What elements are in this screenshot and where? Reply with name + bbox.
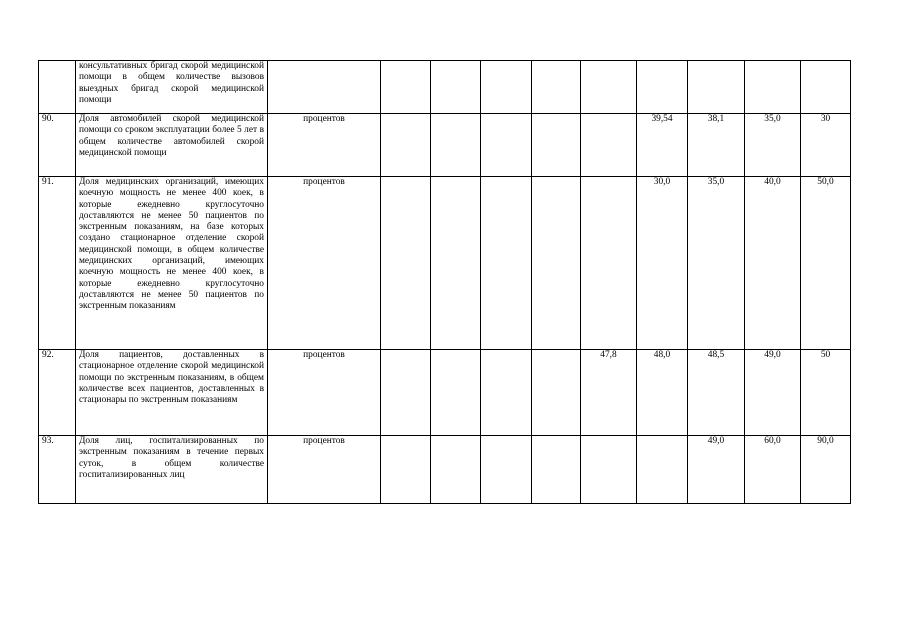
value-cell — [532, 177, 581, 350]
value-cell — [431, 436, 481, 504]
value-cell — [581, 436, 637, 504]
indicator-description: Доля пациентов, доставленных в стационарное отделение скорой медицинской помощи по экстренным показаниям, в общем количестве всех пациентов, доставленных в стационары по экстренным показаниям — [76, 350, 268, 436]
value-cell — [532, 350, 581, 436]
value-cell — [637, 436, 688, 504]
value-cell: 47,8 — [581, 350, 637, 436]
value-cell — [381, 61, 431, 114]
table-row — [39, 177, 851, 350]
value-cell — [637, 61, 688, 114]
value-cell — [481, 61, 532, 114]
value-cell — [581, 61, 637, 114]
indicator-description: консультативных бригад скорой медицинской помощи в общем количестве вызовов выездных бригад скорой медицинской помощи — [76, 61, 268, 114]
value-cell — [481, 177, 532, 350]
value-cell — [581, 177, 637, 350]
value-cell: 49,0 — [745, 350, 801, 436]
indicator-description: Доля лиц, госпитализированных по экстренным показаниям в течение первых суток, в общем количестве госпитализированных лиц — [76, 436, 268, 504]
value-cell — [581, 114, 637, 177]
value-cell: 49,0 — [688, 436, 745, 504]
value-cell: 30 — [801, 114, 851, 177]
value-cell: 30,0 — [637, 177, 688, 350]
indicators-table — [38, 60, 851, 504]
value-cell: 60,0 — [745, 436, 801, 504]
value-cell: 50,0 — [801, 177, 851, 350]
value-cell: 38,1 — [688, 114, 745, 177]
row-number: 92. — [39, 350, 76, 436]
table-row — [39, 114, 851, 177]
value-cell: 39,54 — [637, 114, 688, 177]
value-cell: 35,0 — [745, 114, 801, 177]
value-cell — [801, 61, 851, 114]
unit-cell: процентов — [268, 436, 381, 504]
unit-cell: процентов — [268, 350, 381, 436]
table-row — [39, 61, 851, 114]
row-number: 90. — [39, 114, 76, 177]
value-cell — [381, 177, 431, 350]
value-cell: 48,0 — [637, 350, 688, 436]
value-cell — [381, 350, 431, 436]
value-cell — [481, 436, 532, 504]
value-cell — [481, 114, 532, 177]
unit-cell — [268, 61, 381, 114]
value-cell — [431, 177, 481, 350]
row-number: 91. — [39, 177, 76, 350]
value-cell: 90,0 — [801, 436, 851, 504]
value-cell — [745, 61, 801, 114]
value-cell — [481, 350, 532, 436]
value-cell — [688, 61, 745, 114]
unit-cell: процентов — [268, 177, 381, 350]
value-cell — [431, 114, 481, 177]
table-row — [39, 350, 851, 436]
value-cell: 50 — [801, 350, 851, 436]
value-cell — [381, 114, 431, 177]
row-number: 93. — [39, 436, 76, 504]
row-number — [39, 61, 76, 114]
unit-cell: процентов — [268, 114, 381, 177]
value-cell: 40,0 — [745, 177, 801, 350]
value-cell — [532, 61, 581, 114]
indicator-description: Доля автомобилей скорой медицинской помощи со сроком эксплуатации более 5 лет в общем количестве автомобилей скорой медицинской помощи — [76, 114, 268, 177]
value-cell — [381, 436, 431, 504]
value-cell — [431, 350, 481, 436]
value-cell — [532, 436, 581, 504]
value-cell: 48,5 — [688, 350, 745, 436]
table-row — [39, 436, 851, 504]
indicator-description: Доля медицинских организаций, имеющих коечную мощность не менее 400 коек, в которые ежедневно круглосуточно доставляются не менее 50 пациентов по экстренным показаниям, на базе которых создано стационарное отделение скорой медицинской помощи, в общем количестве медицинских организаций, имеющих коечную мощность не менее 400 коек, в которые ежедневно круглосуточно доставляются не менее 50 пациентов по экстренным показаниям — [76, 177, 268, 350]
value-cell — [431, 61, 481, 114]
value-cell: 35,0 — [688, 177, 745, 350]
value-cell — [532, 114, 581, 177]
